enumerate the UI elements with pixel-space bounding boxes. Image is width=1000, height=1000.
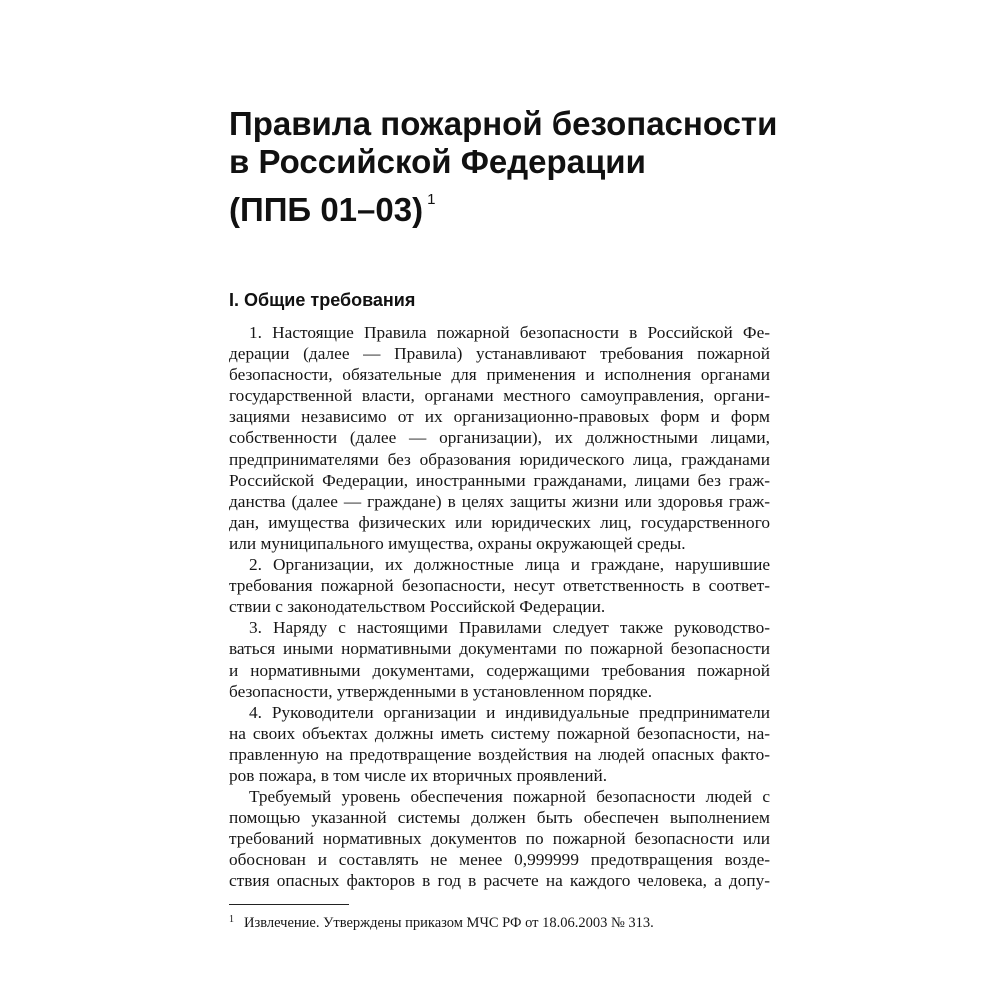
paragraph-line: ваться иными нормативными документами по пожарной безопасности (229, 639, 770, 659)
footnote-divider (229, 904, 349, 905)
paragraph-line: помощью указанной системы должен быть обеспечен выполнением (229, 808, 770, 828)
paragraph-line: дерации (далее — Правила) устанавливают требования пожарной (229, 344, 770, 364)
title-line: Правила пожарной безопасности (229, 105, 778, 142)
paragraph-line: и нормативными документами, содержащими требования пожарной (229, 660, 770, 680)
paragraph-line: требования пожарной безопасности, несут ответственность в соответ- (229, 576, 770, 596)
paragraph-line: на своих объектах должны иметь систему пожарной безопасности, на- (229, 723, 770, 743)
paragraph-line: 3. Наряду с настоящими Правилами следует также руководство- (249, 618, 770, 638)
paragraph-line: безопасности, утвержденными в установленном порядке. (229, 681, 653, 701)
section-heading: I. Общие требования (229, 290, 416, 310)
paragraph-line: 1. Настоящие Правила пожарной безопасности в Российской Фе- (249, 323, 770, 342)
footnote-mark: 1 (229, 914, 234, 925)
paragraph-line: Российской Федерации, иностранными гражданами, лицами без граж- (229, 470, 770, 490)
paragraph-line: 4. Руководители организации и индивидуальные предприниматели (249, 702, 770, 722)
title-line: в Российской Федерации (229, 143, 646, 180)
title-line-text: (ППБ 01–03) (229, 191, 424, 228)
paragraph-line: предпринимателями без образования юридического лица, гражданами (229, 449, 770, 469)
paragraph-line: ствия опасных факторов в год в расчете на каждого человека, а допу- (229, 871, 770, 891)
body-text (229, 322, 770, 892)
paragraph-line: собственности (далее — организации), их должностными лицами, (229, 428, 770, 448)
paragraph-line: Требуемый уровень обеспечения пожарной безопасности людей с (249, 787, 770, 807)
footnote (229, 911, 654, 932)
paragraph-line: или муниципального имущества, охраны окружающей среды. (229, 533, 686, 553)
paragraph-line: ствии с законодательством Российской Федерации. (229, 597, 606, 617)
paragraph-line: безопасности, обязательные для применения и исполнения органами (229, 365, 770, 385)
paragraph-line: требований нормативных документов по пожарной безопасности или (229, 829, 770, 849)
title-line (229, 181, 869, 229)
paragraph-line: правленную на предотвращение воздействия на людей опасных факто- (229, 744, 770, 764)
footnote-text: Извлечение. Утверждены приказом МЧС РФ от 18.06.2003 № 313. (244, 915, 654, 931)
document-title (229, 105, 869, 229)
paragraph-line: ров пожара, в том числе их вторичных проявлений. (229, 765, 608, 785)
paragraph-line: государственной власти, органами местного самоуправления, органи- (229, 386, 770, 406)
paragraph-line: дан, имущества физических или юридических лиц, государственного (229, 512, 770, 532)
paragraph-line: зациями независимо от их организационно-правовых форм и форм (229, 407, 770, 427)
title-footnote-ref: 1 (427, 191, 436, 208)
paragraph-line: данства (далее — граждане) в целях защиты жизни или здоровья граж- (229, 491, 770, 511)
paragraph-line: обоснован и составлять не менее 0,999999 предотвращения возде- (229, 850, 770, 870)
paragraph-line: 2. Организации, их должностные лица и граждане, нарушившие (249, 555, 770, 575)
